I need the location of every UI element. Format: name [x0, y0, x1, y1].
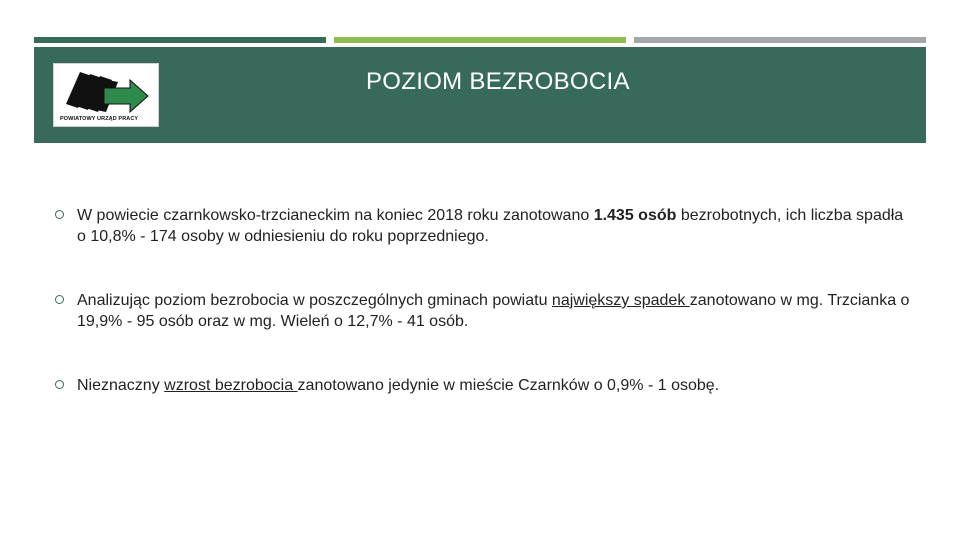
bullet-list — [55, 205, 915, 439]
bullet-circle-icon — [55, 380, 64, 389]
bullet-text: Nieznaczny — [77, 377, 165, 394]
bullet-text: Analizując poziom bezrobocia w poszczególnych gminach powiatu — [77, 292, 552, 309]
bullet-text-underlined: największy spadek — [551, 292, 690, 309]
bullet-text-underlined: wzrost bezrobocia — [164, 377, 298, 394]
bullet-item — [55, 375, 915, 396]
top-stripe-green — [34, 37, 326, 43]
bullet-item — [55, 290, 915, 332]
bullet-text-bold: 1.435 osób — [593, 207, 677, 224]
slide-title: POZIOM BEZROBOCIA — [366, 68, 630, 95]
title-banner — [34, 47, 926, 143]
bullet-text: zanotowano jedynie w mieście Czarnków o 0,9% - 1 osobę. — [297, 377, 720, 394]
top-stripe-gray — [634, 37, 926, 43]
pup-logo — [53, 63, 159, 127]
bullet-circle-icon — [55, 210, 64, 219]
bullet-text: zanotowano w mg. Trzcianka o 19,9% - 95 osób oraz w mg. Wieleń o 12,7% - 41 osób. — [77, 292, 910, 330]
top-stripe-lime — [334, 37, 626, 43]
bullet-text: W powiecie czarnkowsko-trzcianeckim na koniec 2018 roku zanotowano — [77, 207, 594, 224]
bullet-circle-icon — [55, 295, 64, 304]
logo-text: POWIATOWY URZĄD PRACY — [60, 116, 139, 122]
bullet-item — [55, 205, 915, 247]
bullet-text: bezrobotnych, ich liczba spadła o 10,8% - 174 osoby w odniesieniu do roku poprzedniego. — [77, 207, 904, 245]
